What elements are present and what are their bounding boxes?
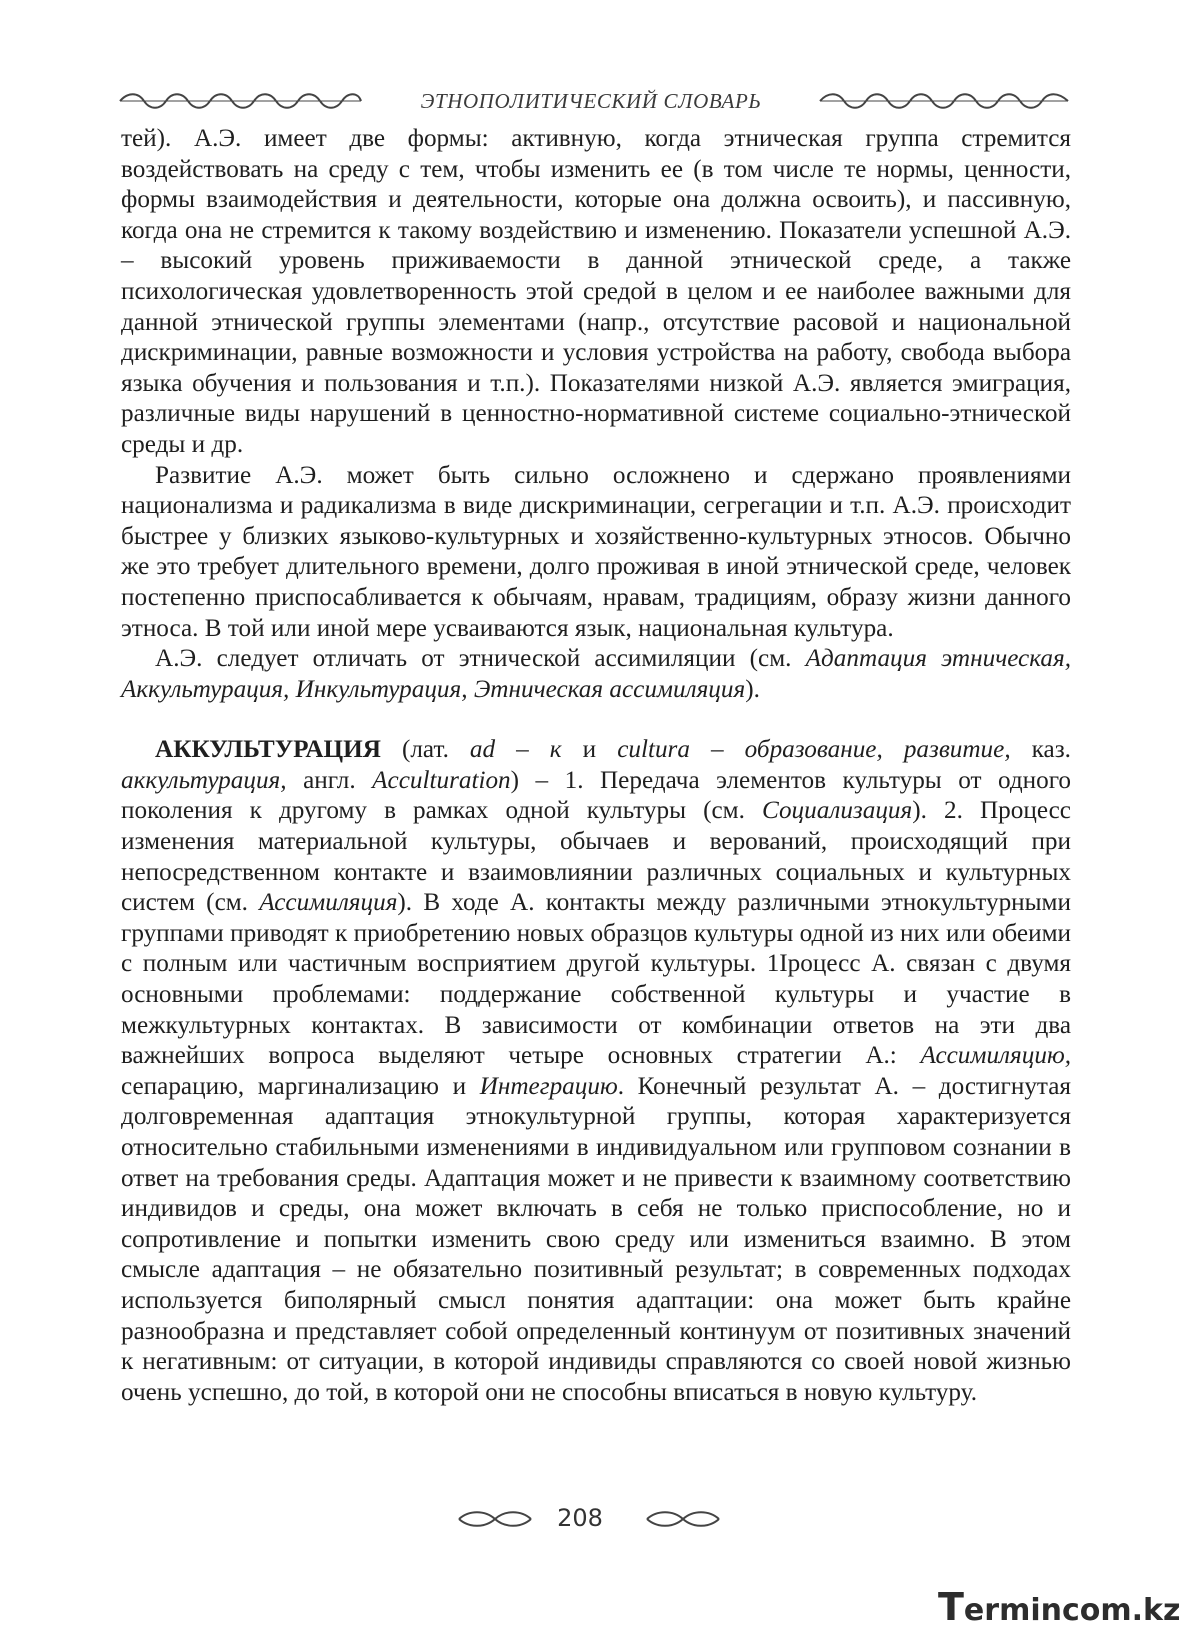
- paragraph: Развитие А.Э. может быть сильно осложнено и сдержано проявлениями национализма и радикализма в виде дискриминации, сегрегации и т.п. А.Э. происходит быстрее у близких языково-культурных и хозяйственно-культурных этносов. Обычно же это требует длительного времени, долго проживая в иной этнической среде, человек постепенно приспосабливается к обычаям, нравам, традициям, образу жизни данного этноса. В той или иной мере усваиваются язык, национальная культура.: [121, 461, 1071, 642]
- cross-reference: Интеграцию: [479, 1072, 618, 1100]
- running-header: [118, 86, 1072, 120]
- text: каз.: [1010, 736, 1071, 764]
- page-title: ЭТНОПОЛИТИЧЕСКИЙ СЛОВАРЬ: [420, 89, 762, 113]
- dictionary-text: [121, 124, 1071, 1408]
- logo-letter: T: [938, 1585, 964, 1629]
- text: сепарацию, маргинализацию и: [121, 1072, 480, 1100]
- flourish-right-icon: [643, 1508, 723, 1530]
- ornament-left-icon: [118, 90, 363, 112]
- text: А.Э. следует отличать от этнической ассимиляции (см.: [155, 645, 806, 673]
- text: ) – 1. Передача элементов культуры от одного поколения к другому в рамках одной культуры (см.: [121, 766, 1072, 825]
- text: и: [561, 736, 618, 764]
- cross-references: Адаптация этническая, Аккультурация, Инкультурация, Этническая ассимиляция: [121, 645, 1071, 703]
- kazakh-term: аккультурация,: [121, 766, 287, 794]
- text: . Конечный результат А. – достигнутая долговременная адаптация этнокультурной группы, которая характеризуется относительно стабильными изменениями в индивидуальном или групповом сознании в ответ на требования среды. Адаптация может и не привести к взаимному соответствию индивидов и среды, она может включать в себя не только приспособление, но и сопротивление и попытки изменить свою среду или измениться взаимно. В этом смысле адаптация – не обязательно позитивный результат; в современных подходах используется биполярный смысл понятия адаптации: она может быть крайне разнообразна и представляет собой определенный континуум от позитивных значений к негативным: от ситуации, в которой индивиды справляются со своей новой жизнью очень успешно, до той, в которой они не способны вписаться в новую культуру.: [121, 1072, 1071, 1406]
- watermark-logo: [938, 1585, 1180, 1629]
- cross-reference: Социализация: [761, 797, 913, 825]
- text: ).: [745, 675, 760, 703]
- text: ). В ходе А. контакты между различными этнокультурными группами приводят к приобретению новых образцов культуры одной из них или обеими с полным или частичным восприятием другой культуры. 1Iроцесс А. связан с двумя основными проблемами: поддержание собственной культуры и участие в межкультурных контактах. В зависимости от комбинации ответов на эти два важнейших вопроса выделяют четыре основных стратегии А.:: [121, 889, 1071, 1070]
- page-number: 208: [557, 1504, 603, 1532]
- dictionary-entry: [121, 735, 1071, 1408]
- cross-reference: Ассимиляция: [259, 889, 398, 917]
- etymology: cultura – образование, развитие,: [617, 736, 1011, 764]
- text: (лат.: [380, 736, 470, 764]
- page-footer: [0, 1504, 1158, 1544]
- flourish-left-icon: [455, 1508, 535, 1530]
- paragraph-see-also: [121, 644, 1071, 705]
- english-term: Acculturation: [372, 766, 511, 794]
- text: ). 2. Процесс изменения материальной культуры, обычаев и верований, происходящий при непосредственном контакте и взаимовлиянии различных социальных и культурных систем (см.: [121, 797, 1071, 917]
- cross-reference: Ассимиляцию,: [920, 1042, 1071, 1070]
- paragraph-continuation: тей). А.Э. имеет две формы: активную, когда этническая группа стремится воздействовать на среду с тем, чтобы изменить ее (в том числе те нормы, ценности, формы взаимодействия и деятельности, которые она должна освоить), и пассивную, когда она не стремится к такому воздействию и изменению. Показатели успешной А.Э. – высокий уровень приживаемости в данной этнической среде, а также психологическая удовлетворенность этой средой в целом и ее наиболее важными для данной этнической группы элементами (напр., отсутствие расовой и национальной дискриминации, равные возможности и условия устройства на работу, свобода выбора языка обучения и пользования и т.п.). Показателями низкой А.Э. является эмиграция, различные виды нарушений в ценностно-нормативной системе социально-этнической среды и др.: [121, 125, 1071, 458]
- ornament-right-icon: [818, 90, 1070, 112]
- logo-text: ermincom.kz: [963, 1593, 1180, 1628]
- etymology: ad – к: [469, 736, 562, 764]
- entry-headword: АККУЛЬТУРАЦИЯ: [155, 736, 381, 764]
- text: англ.: [286, 766, 373, 794]
